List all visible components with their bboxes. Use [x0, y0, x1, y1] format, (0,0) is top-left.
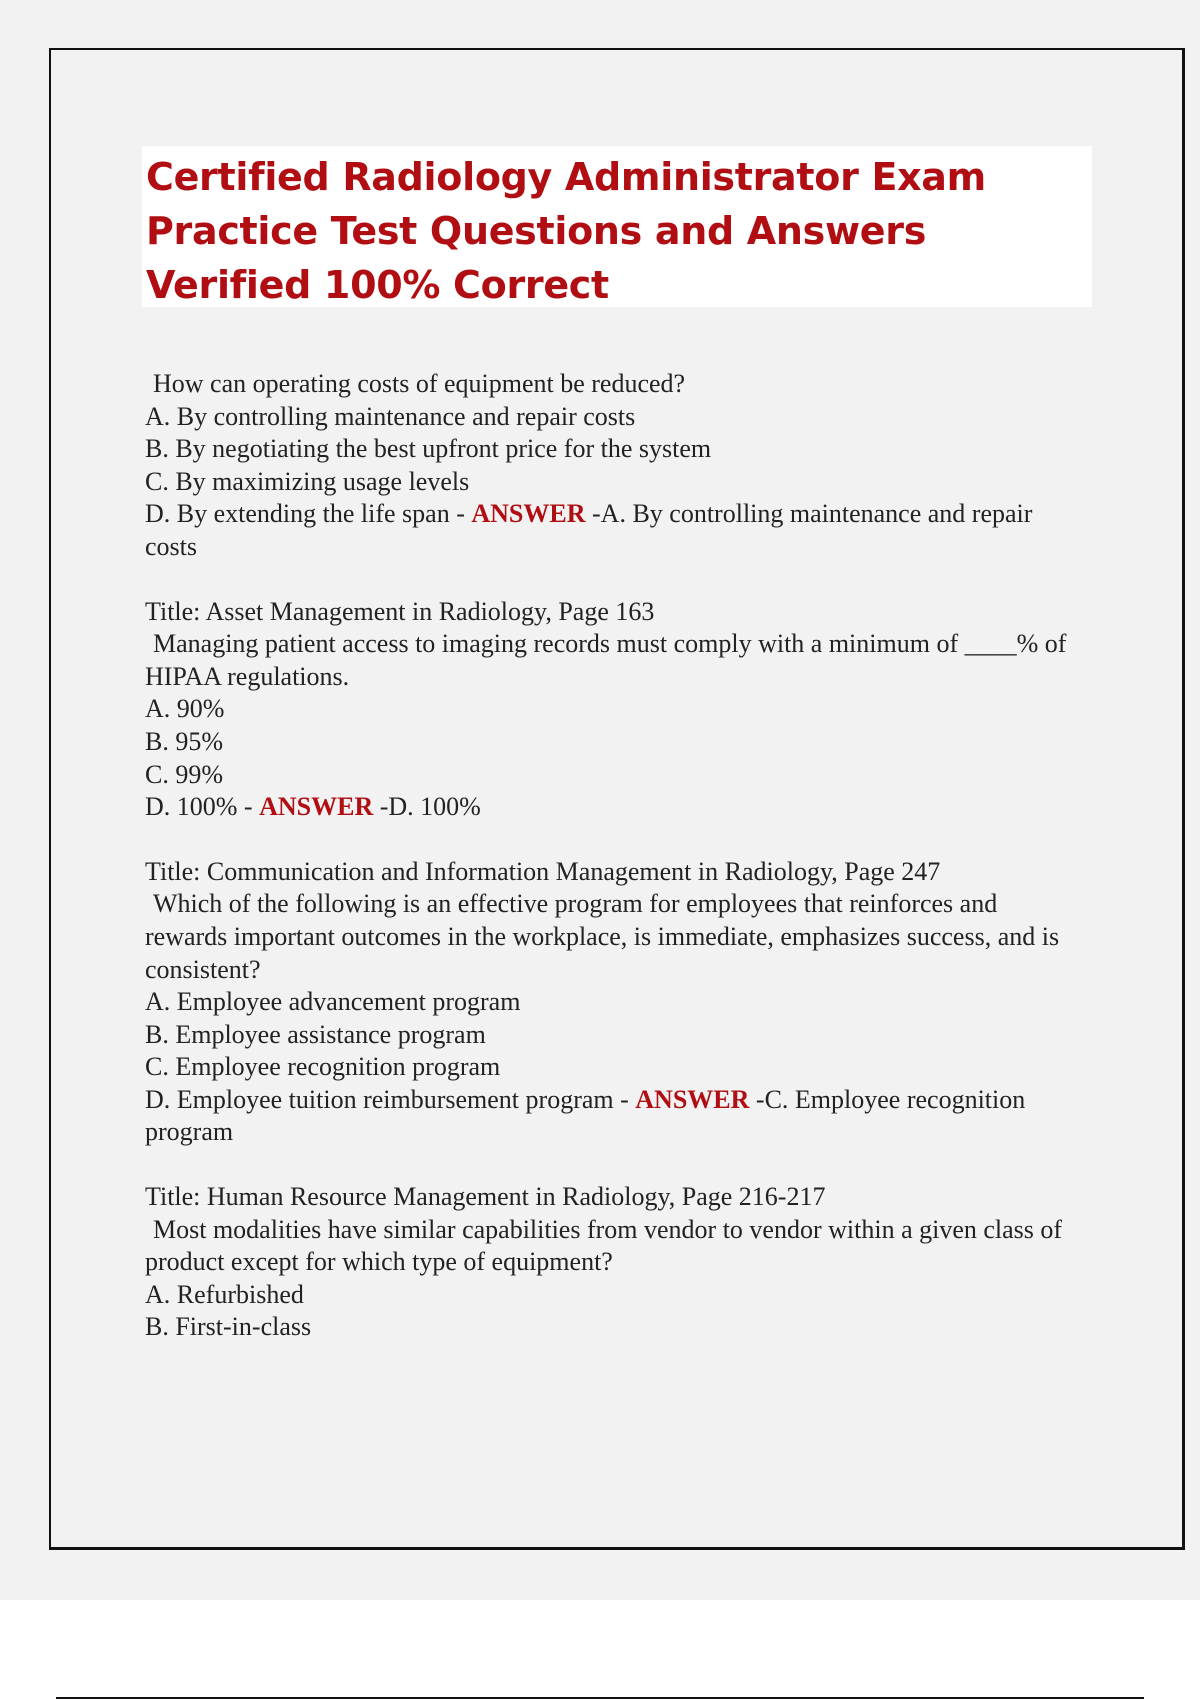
reference-line: Title: Communication and Information Management in Radiology, Page 247: [145, 856, 941, 886]
question-text: Managing patient access to imaging records must comply with a minimum of ____% of HIPAA regulations.: [145, 629, 1067, 691]
answer-option: A. By controlling maintenance and repair costs: [145, 401, 636, 431]
answer-option: B. Employee assistance program: [145, 1019, 486, 1049]
question-block-2: [145, 628, 1085, 824]
reference-line: Title: Asset Management in Radiology, Page 163: [145, 596, 655, 626]
answer-option: B. 95%: [145, 726, 223, 756]
question-block-3: [145, 888, 1085, 1149]
answer-option: A. Refurbished: [145, 1279, 304, 1309]
correct-answer: -D. 100%: [373, 792, 481, 822]
correct-answer: -C. Employee recognition program: [145, 1084, 1026, 1147]
answer-option: B. By negotiating the best upfront price for the system: [145, 434, 712, 464]
reference-line: Title: Human Resource Management in Radiology, Page 216-217: [145, 1182, 826, 1212]
title-banner: [142, 146, 1092, 307]
answer-option: C. By maximizing usage levels: [145, 466, 470, 496]
answer-line: [145, 791, 1085, 824]
answer-line: [145, 1084, 1085, 1149]
answer-option: C. Employee recognition program: [145, 1052, 501, 1082]
document-body: [145, 368, 1085, 1376]
question-block-4: [145, 1214, 1085, 1344]
question-text: Most modalities have similar capabilities from vendor to vendor within a given class of product except for which type of equipment?: [145, 1214, 1063, 1277]
answer-label: ANSWER: [635, 1084, 750, 1114]
answer-option: A. Employee advancement program: [145, 987, 521, 1017]
question-text: Which of the following is an effective program for employees that reinforces and rewards important outcomes in the workplace, is immediate, emphasizes success, and is consistent?: [145, 889, 1060, 984]
question-text: How can operating costs of equipment be reduced?: [153, 369, 686, 398]
answer-option: D. 100% -: [145, 792, 260, 822]
answer-option: C. 99%: [145, 759, 223, 789]
answer-label: ANSWER: [471, 499, 586, 529]
answer-option: B. First-in-class: [145, 1312, 312, 1342]
answer-line: [145, 498, 1085, 563]
document-title: Certified Radiology Administrator Exam Practice Test Questions and Answers Verified 100% Correct: [146, 155, 986, 307]
answer-option: D. By extending the life span -: [145, 499, 472, 529]
answer-label: ANSWER: [259, 792, 374, 822]
footer-divider: [56, 1697, 1144, 1699]
correct-answer: -A. By controlling maintenance and repair costs: [145, 499, 1033, 561]
answer-option: A. 90%: [145, 694, 225, 724]
question-block-1: [145, 368, 1085, 564]
answer-option: D. Employee tuition reimbursement program -: [145, 1084, 636, 1114]
